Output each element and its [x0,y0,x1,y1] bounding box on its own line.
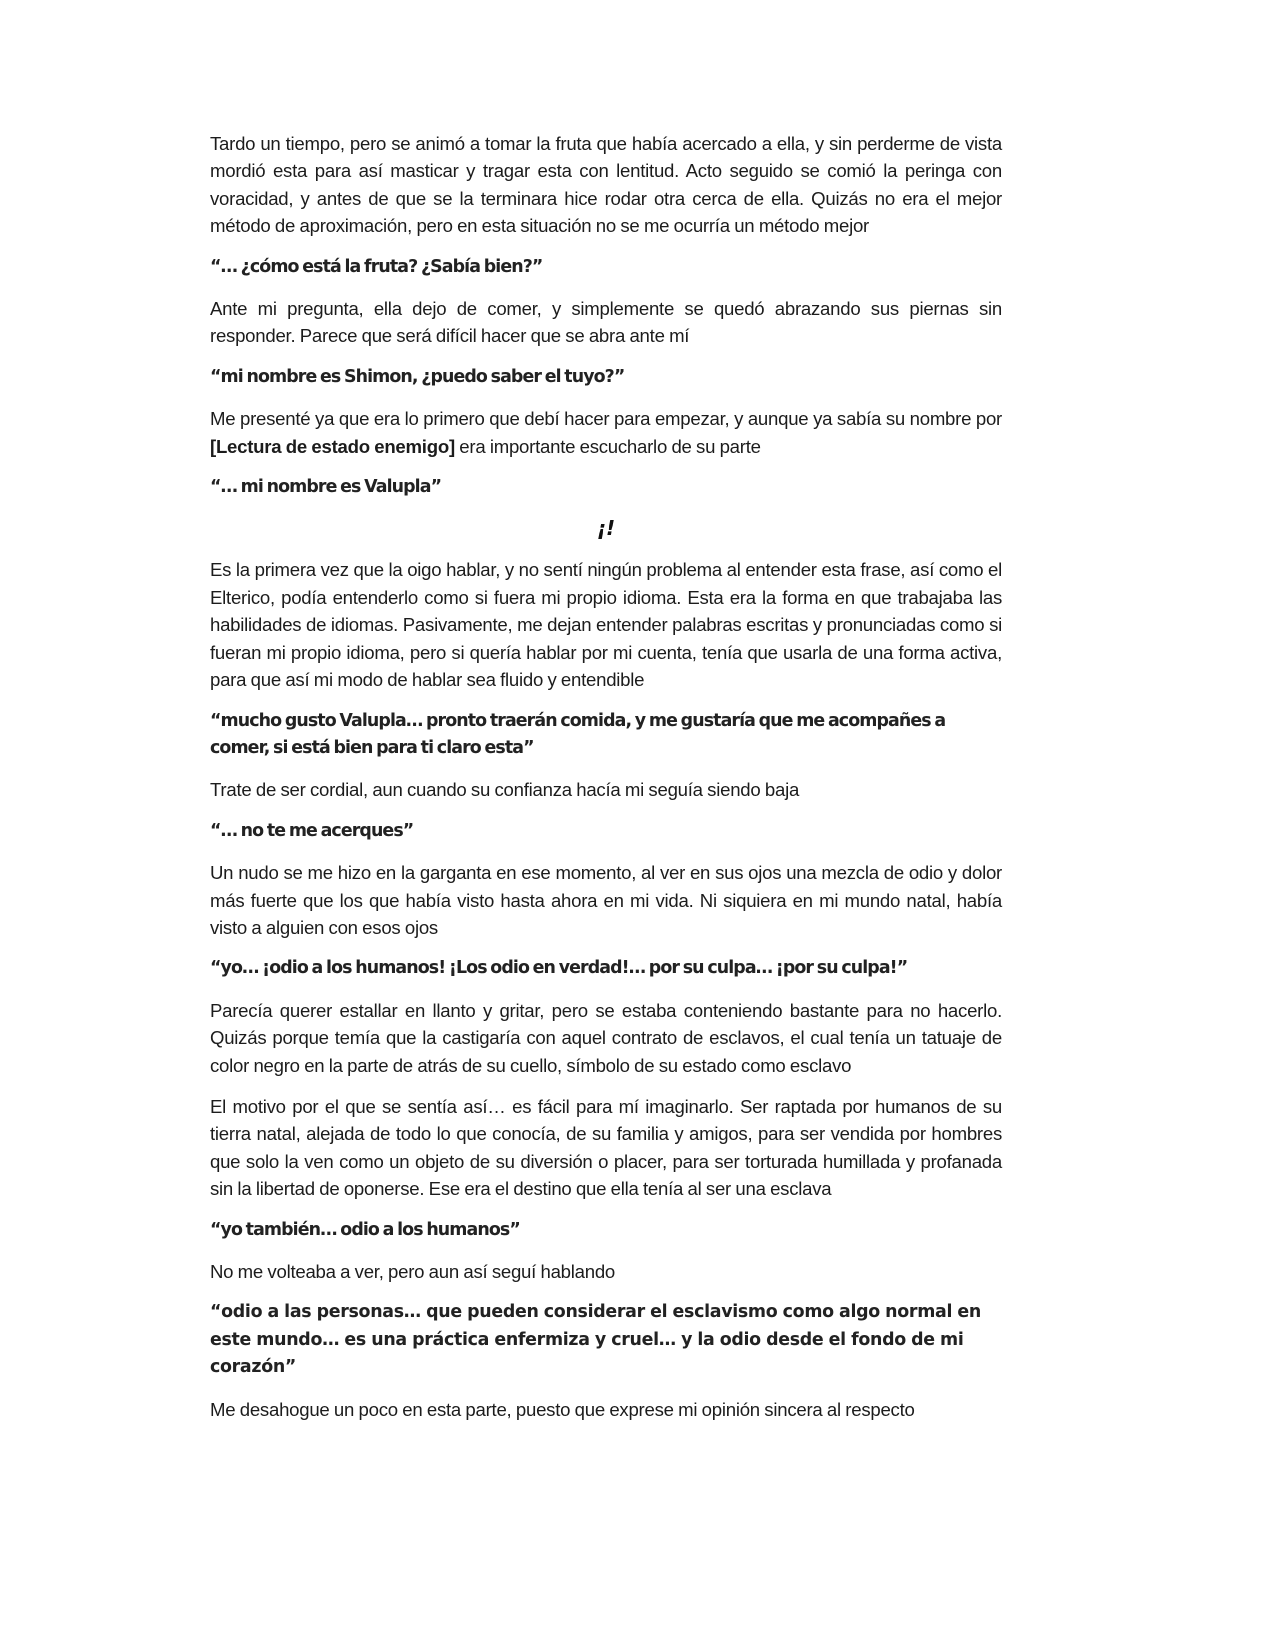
dialogue-line: “… ¿cómo está la fruta? ¿Sabía bien?” [210,256,543,277]
narration-paragraph: Parecía querer estallar en llanto y gritar, pero se estaba conteniendo bastante para no hacerlo. Quizás porque temía que la castigaría con aquel contrato de esclavos, el cual tenía un tatuaje de color negro en la parte de atrás de su cuello, símbolo de su estado como esclavo [210,999,1002,1076]
narration-paragraph: El motivo por el que se sentía así… es fácil para mí imaginarlo. Ser raptada por humanos de su tierra natal, alejada de todo lo que conocía, de su familia y amigos, para ser vendida por hombres que solo la ven como un objeto de su diversión o placer, para ser torturada humillada y profanada sin la libertad de oponerse. Ese era el destino que ella tenía al ser una esclava [210,1095,1002,1200]
narration-paragraph: Tardo un tiempo, pero se animó a tomar la fruta que había acercado a ella, y sin perderme de vista mordió esta para así masticar y tragar esta con lentitud. Acto seguido se comió la peringa con voracidad, y antes de que se la terminara hice rodar otra cerca de ella. Quizás no era el mejor método de aproximación, pero en esta situación no se me ocurría un método mejor [210,133,1002,237]
dialogue-line: “odio a las personas… que pueden considerar el esclavismo como algo normal en este mundo… es una práctica enfermiza y cruel… y la odio desde el fondo de mi corazón” [210,1302,981,1378]
dialogue-line: “mucho gusto Valupla… pronto traerán comida, y me gustaría que me acompañes a comer, si está bien para ti claro esta” [210,710,946,758]
document-page [210,130,1002,1437]
narration-paragraph: No me volteaba a ver, pero aun así seguí hablando [210,1261,615,1282]
narration-paragraph: Trate de ser cordial, aun cuando su confianza hacía mi seguía siendo baja [210,779,800,801]
dialogue-line: “yo… ¡odio a los humanos! ¡Los odio en verdad!… por su culpa… ¡por su culpa!” [210,958,908,979]
exclamation-mark: ¡! [596,516,616,541]
narration-paragraph: Un nudo se me hizo en la garganta en ese momento, al ver en sus ojos una mezcla de odio y dolor más fuerte que los que había visto hasta ahora en mi vida. Ni siquiera en mi mundo natal, había visto a alguien con esos ojos [210,862,1002,938]
dialogue-line: “mi nombre es Shimon, ¿puedo saber el tuyo?” [210,366,625,387]
skill-name-bold: [Lectura de estado enemigo] [210,435,455,457]
dialogue-line: “… no te me acerques” [210,820,414,841]
dialogue-line: “… mi nombre es Valupla” [210,477,442,498]
narration-text: era importante escucharlo de su parte [454,435,761,457]
narration-paragraph: Ante mi pregunta, ella dejo de comer, y simplemente se quedó abrazando sus piernas sin responder. Parece que será difícil hacer que se abra ante mí [210,298,1002,347]
dialogue-line: “yo también… odio a los humanos” [210,1219,520,1240]
narration-paragraph: Me desahogue un poco en esta parte, puesto que exprese mi opinión sincera al respecto [210,1398,915,1420]
narration-text: Me presenté ya que era lo primero que debí hacer para empezar, y aunque ya sabía su nombre por [210,408,1002,430]
narration-paragraph [210,405,1002,460]
narration-paragraph: Es la primera vez que la oigo hablar, y no sentí ningún problema al entender esta frase, así como el Elterico, podía entenderlo como si fuera mi propio idioma. Esta era la forma en que trabajaba las habilidades de idiomas. Pasivamente, me dejan entender palabras escritas y pronunciadas como si fueran mi propio idioma, pero si quería hablar por mi cuenta, tenía que usarla de una forma activa, para que así mi modo de hablar sea fluido y entendible [210,559,1002,691]
